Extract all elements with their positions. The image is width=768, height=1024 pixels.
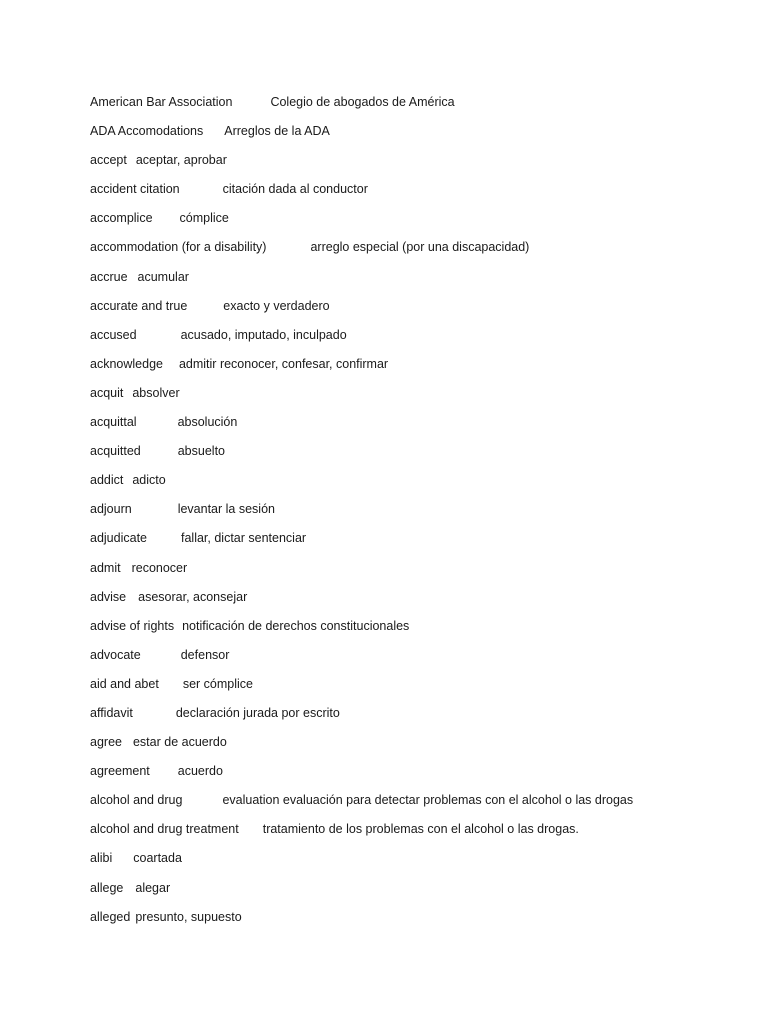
glossary-entry [90, 820, 730, 849]
glossary-entry [90, 151, 730, 180]
term: addict [90, 473, 124, 488]
term: adjudicate [90, 531, 147, 546]
term: accomplice [90, 211, 153, 226]
glossary-entry [90, 471, 730, 500]
term: accrue [90, 269, 128, 284]
term: ADA Accomodations [90, 124, 204, 139]
translation: admitir reconocer, confesar, confirmar [178, 356, 389, 371]
translation: absolver [132, 385, 180, 400]
term: adjourn [90, 502, 132, 517]
glossary-entry [90, 209, 730, 238]
translation: evaluation evaluación para detectar problemas con el alcohol o las drogas [222, 793, 634, 808]
translation: acumular [137, 269, 189, 284]
translation: defensor [180, 647, 230, 662]
term: acknowledge [90, 356, 163, 371]
term: admit [90, 560, 121, 575]
translation: aceptar, aprobar [135, 153, 227, 168]
translation: cómplice [179, 211, 229, 226]
term: alleged [90, 909, 131, 924]
term: acquitted [90, 444, 141, 459]
glossary-entry [90, 879, 730, 908]
translation: Arreglos de la ADA [224, 124, 330, 139]
term: alcohol and drug [90, 793, 183, 808]
term: acquit [90, 385, 124, 400]
glossary-entry [90, 733, 730, 762]
translation: levantar la sesión [177, 502, 275, 517]
translation: ser cómplice [182, 676, 253, 691]
translation: presunto, supuesto [135, 909, 242, 924]
term: accused [90, 327, 137, 342]
glossary-entry [90, 762, 730, 791]
glossary-entry [90, 908, 730, 937]
term: advocate [90, 647, 141, 662]
translation: adicto [132, 473, 166, 488]
translation: asesorar, aconsejar [138, 589, 248, 604]
term: advise [90, 589, 127, 604]
term: agree [90, 735, 122, 750]
glossary-entry [90, 326, 730, 355]
term: alcohol and drug treatment [90, 822, 239, 837]
glossary-entry [90, 849, 730, 878]
glossary-entry [90, 500, 730, 529]
term: agreement [90, 764, 150, 779]
translation: reconocer [131, 560, 188, 575]
term: affidavit [90, 705, 133, 720]
translation: estar de acuerdo [132, 735, 227, 750]
glossary-entry [90, 704, 730, 733]
translation: fallar, dictar sentenciar [181, 531, 307, 546]
translation: absolución [177, 415, 238, 430]
glossary-entry [90, 268, 730, 297]
glossary-entry [90, 675, 730, 704]
term: alibi [90, 851, 113, 866]
term: allege [90, 880, 124, 895]
glossary-entry [90, 559, 730, 588]
term: acquittal [90, 415, 137, 430]
term: American Bar Association [90, 95, 233, 109]
glossary-entry [90, 238, 730, 267]
glossary-entry [90, 355, 730, 384]
translation: Colegio de abogados de América [270, 95, 455, 109]
glossary-entry [90, 297, 730, 326]
glossary-entry [90, 588, 730, 617]
glossary-entry [90, 122, 730, 151]
glossary-entry [90, 646, 730, 675]
term: accurate and true [90, 298, 188, 313]
term: accept [90, 153, 127, 168]
translation: alegar [135, 880, 171, 895]
glossary-entry [90, 791, 730, 820]
translation: declaración jurada por escrito [175, 705, 340, 720]
translation: coartada [133, 851, 182, 866]
glossary-list [90, 93, 730, 937]
term: accommodation (for a disability) [90, 240, 267, 255]
translation: citación dada al conductor [222, 182, 368, 197]
term: aid and abet [90, 676, 159, 691]
glossary-entry [90, 529, 730, 558]
translation: notificación de derechos constitucionales [182, 618, 410, 633]
translation: acuerdo [177, 764, 223, 779]
term: accident citation [90, 182, 180, 197]
glossary-entry [90, 93, 730, 122]
glossary-entry [90, 384, 730, 413]
translation: tratamiento de los problemas con el alcohol o las drogas. [262, 822, 579, 837]
glossary-entry [90, 442, 730, 471]
glossary-entry [90, 413, 730, 442]
translation: acusado, imputado, inculpado [180, 327, 347, 342]
translation: arreglo especial (por una discapacidad) [310, 240, 530, 255]
term: advise of rights [90, 618, 175, 633]
translation: exacto y verdadero [223, 298, 330, 313]
translation: absuelto [177, 444, 225, 459]
glossary-entry [90, 180, 730, 209]
glossary-entry [90, 617, 730, 646]
